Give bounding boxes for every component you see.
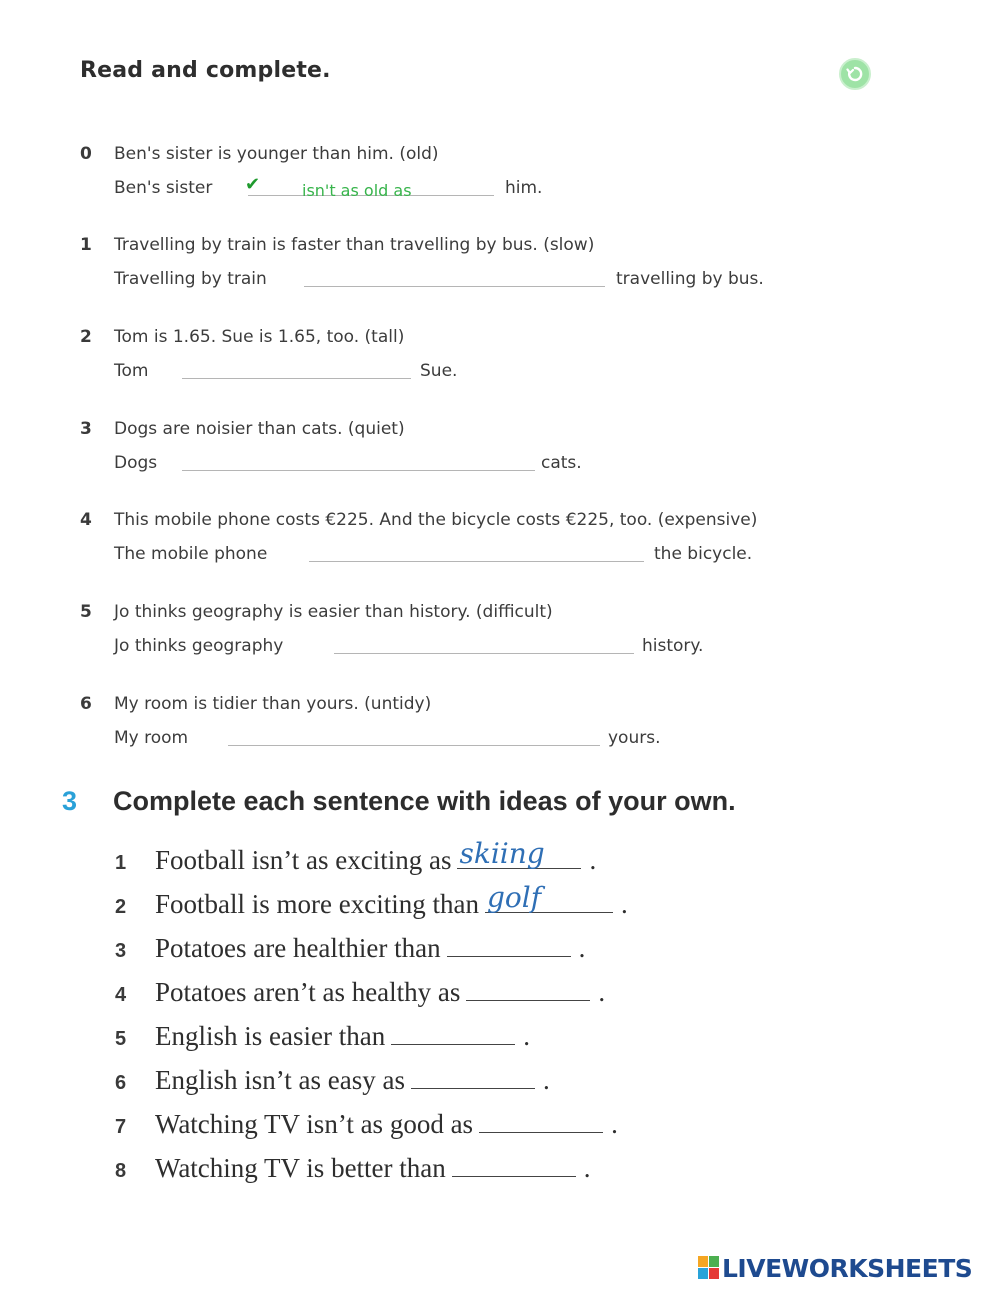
exercise-prompt: This mobile phone costs €225. And the bicycle costs €225, too. (expensive) (114, 510, 758, 530)
answer-field-4[interactable] (309, 540, 644, 562)
exercise-lead: Travelling by train (114, 269, 267, 289)
answer-field-2[interactable] (182, 357, 411, 379)
sentence-end: . (542, 1065, 550, 1095)
sentence-gap (391, 1018, 515, 1045)
exercise-number: 1 (80, 235, 92, 255)
sentence-end: . (523, 1021, 530, 1051)
answer-field-1[interactable] (304, 265, 605, 287)
exercise-prompt: Ben's sister is younger than him. (old) (114, 144, 439, 164)
sentence-gap (452, 1150, 576, 1177)
reset-button[interactable] (839, 58, 871, 90)
sentence-end: . (578, 933, 586, 963)
handwritten-answer: golf (486, 881, 542, 914)
sentence-text: Football isn’t as exciting as (155, 845, 452, 875)
sentence-end: . (611, 1109, 618, 1139)
check-icon: ✔ (245, 174, 261, 195)
handwritten-answer: skiing (459, 837, 545, 870)
sentence-text: Potatoes are healthier than (155, 933, 441, 963)
sentence-item (115, 881, 628, 920)
exercise-number: 3 (80, 419, 92, 439)
sentence-gap (411, 1062, 535, 1089)
answer-field-5[interactable] (334, 632, 634, 654)
exercise-lead: Ben's sister (114, 178, 213, 198)
sentence-item (115, 974, 605, 1008)
sentence-text: Watching TV is better than (155, 1153, 446, 1183)
exercise-lead: My room (114, 728, 189, 748)
sentence-gap (479, 1106, 603, 1133)
sentence-item (115, 1062, 550, 1096)
item-number: 5 (115, 1028, 127, 1050)
exercise-number: 5 (80, 602, 92, 622)
exercise-after: Sue. (420, 361, 458, 381)
exercise-prompt: Tom is 1.65. Sue is 1.65, too. (tall) (114, 327, 405, 347)
sentence-gap (447, 930, 571, 957)
exercise-after: cats. (541, 453, 582, 473)
item-number: 3 (115, 940, 127, 962)
exercise-lead: Tom (114, 361, 149, 381)
logo-text: LIVEWORKSHEETS (722, 1254, 973, 1283)
page-title: Read and complete. (80, 58, 331, 83)
sentence-end: . (620, 889, 628, 919)
sentence-text: Football is more exciting than (155, 889, 479, 919)
exercise-after: history. (642, 636, 704, 656)
exercise-after: travelling by bus. (616, 269, 764, 289)
answer-field-3[interactable] (182, 449, 535, 471)
item-number: 7 (115, 1116, 127, 1138)
correct-answer: isn't as old as (302, 181, 412, 200)
sentence-item (115, 1018, 530, 1052)
exercise-number: 4 (80, 510, 92, 530)
liveworksheets-logo[interactable] (698, 1254, 972, 1284)
exercise-after: him. (505, 178, 543, 198)
sentence-text: Potatoes aren’t as healthy as (155, 977, 461, 1007)
exercise-number: 6 (80, 694, 92, 714)
sentence-gap (466, 974, 590, 1001)
reset-circle-arrow-icon (846, 65, 864, 83)
exercise-number: 2 (80, 327, 92, 347)
exercise-number: 0 (80, 144, 92, 164)
exercise-after: the bicycle. (654, 544, 753, 564)
item-number: 1 (115, 852, 127, 874)
exercise-lead: The mobile phone (114, 544, 268, 564)
sentence-gap (457, 837, 581, 870)
section-title: Complete each sentence with ideas of your own. (113, 786, 736, 816)
item-number: 6 (115, 1072, 127, 1094)
exercise-prompt: Dogs are noisier than cats. (quiet) (114, 419, 405, 439)
sentence-item (115, 837, 597, 876)
sentence-item (115, 930, 585, 964)
sentence-item (115, 1106, 618, 1140)
sentence-text: English isn’t as easy as (155, 1065, 405, 1095)
sentence-item (115, 1150, 591, 1184)
exercise-lead: Jo thinks geography (114, 636, 284, 656)
logo-mark-icon (698, 1256, 720, 1280)
exercise-after: yours. (608, 728, 661, 748)
section-number: 3 (62, 786, 78, 816)
item-number: 2 (115, 896, 127, 918)
exercise-prompt: My room is tidier than yours. (untidy) (114, 694, 432, 714)
sentence-text: English is easier than (155, 1021, 386, 1051)
exercise-prompt: Jo thinks geography is easier than history. (difficult) (114, 602, 553, 622)
sentence-end: . (583, 1153, 591, 1183)
answer-field-6[interactable] (228, 724, 600, 746)
sentence-end: . (598, 977, 606, 1007)
sentence-end: . (589, 845, 597, 875)
item-number: 4 (115, 984, 127, 1006)
exercise-prompt: Travelling by train is faster than travelling by bus. (slow) (114, 235, 595, 255)
exercise-lead: Dogs (114, 453, 158, 473)
sentence-gap (485, 881, 613, 914)
sentence-text: Watching TV isn’t as good as (155, 1109, 474, 1139)
item-number: 8 (115, 1160, 127, 1182)
